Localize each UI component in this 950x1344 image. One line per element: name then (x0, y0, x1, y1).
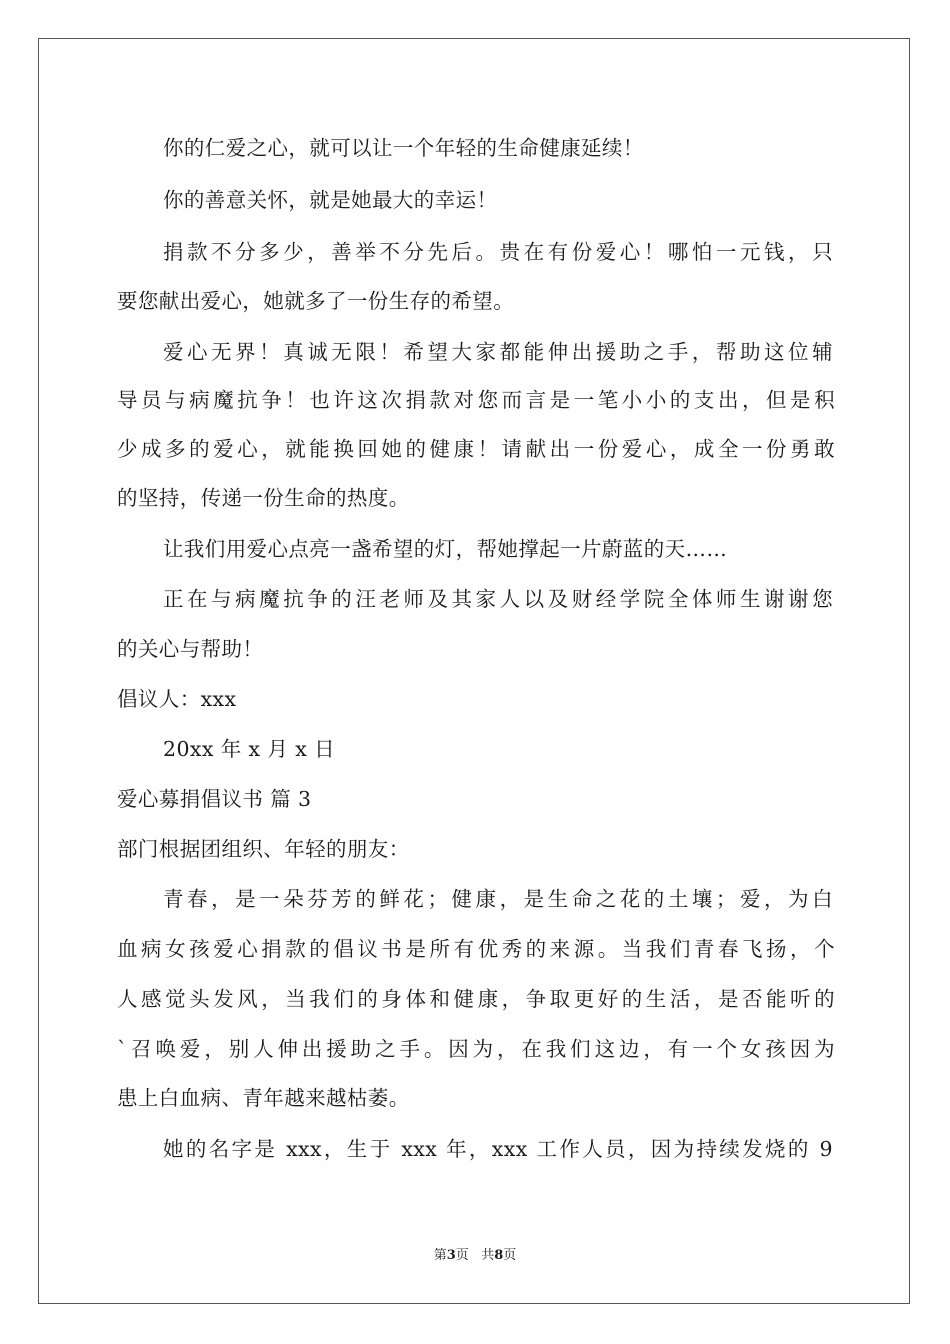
date-line: 20xx 年 x 月 x 日 (163, 737, 336, 761)
page-footer (0, 1247, 950, 1265)
paragraph-line: 她的名字是 xxx，生于 xxx 年，xxx 工作人员，因为持续发烧的 9 (163, 1137, 833, 1161)
paragraph-line: 你的善意关怀，就是她最大的幸运！ (163, 188, 498, 212)
paragraph-line: 青春，是一朵芬芳的鲜花；健康，是生命之花的土壤；爱，为白 (163, 887, 833, 911)
salutation-line: 部门根据团组织、年轻的朋友： (117, 837, 410, 861)
paragraph-line: 人感觉头发风，当我们的身体和健康，争取更好的生活，是否能听的 (117, 987, 835, 1011)
paragraph-line: 少成多的爱心，就能换回她的健康！请献出一份爱心，成全一份勇敢 (117, 437, 835, 461)
paragraph-line: 捐款不分多少，善举不分先后。贵在有份爱心！哪怕一元钱，只 (163, 240, 833, 264)
total-pages: 8 (494, 1248, 504, 1263)
paragraph-line: 要您献出爱心，她就多了一份生存的希望。 (117, 289, 515, 313)
signature-line: 倡议人：xxx (117, 687, 237, 711)
paragraph-line: 正在与病魔抗争的汪老师及其家人以及财经学院全体师生谢谢您 (163, 587, 833, 611)
total-label-prefix: 共 (481, 1248, 495, 1263)
paragraph-line: 血病女孩爱心捐款的倡议书是所有优秀的来源。当我们青春飞扬，个 (117, 937, 835, 961)
paragraph-line: 导员与病魔抗争！也许这次捐款对您而言是一笔小小的支出，但是积 (117, 388, 835, 412)
page-number: 3 (446, 1248, 456, 1263)
total-label-suffix: 页 (503, 1248, 517, 1263)
page-border (38, 38, 910, 1304)
paragraph-line: 让我们用爱心点亮一盏希望的灯，帮她撑起一片蔚蓝的天…… (163, 537, 728, 561)
paragraph-line: 你的仁爱之心，就可以让一个年轻的生命健康延续！ (163, 136, 644, 160)
paragraph-line: 爱心无界！真诚无限！希望大家都能伸出援助之手，帮助这位辅 (163, 340, 833, 364)
paragraph-line: 患上白血病、青年越来越枯萎。 (117, 1086, 410, 1110)
paragraph-line: 的关心与帮助！ (117, 637, 264, 661)
paragraph-line: `召唤爱，别人伸出援助之手。因为，在我们这边，有一个女孩因为 (117, 1037, 835, 1061)
page-label-prefix: 第 (433, 1248, 447, 1263)
section-heading: 爱心募捐倡议书 篇 3 (117, 787, 312, 811)
page-label-suffix: 页 (455, 1248, 469, 1263)
paragraph-line: 的坚持，传递一份生命的热度。 (117, 486, 410, 510)
